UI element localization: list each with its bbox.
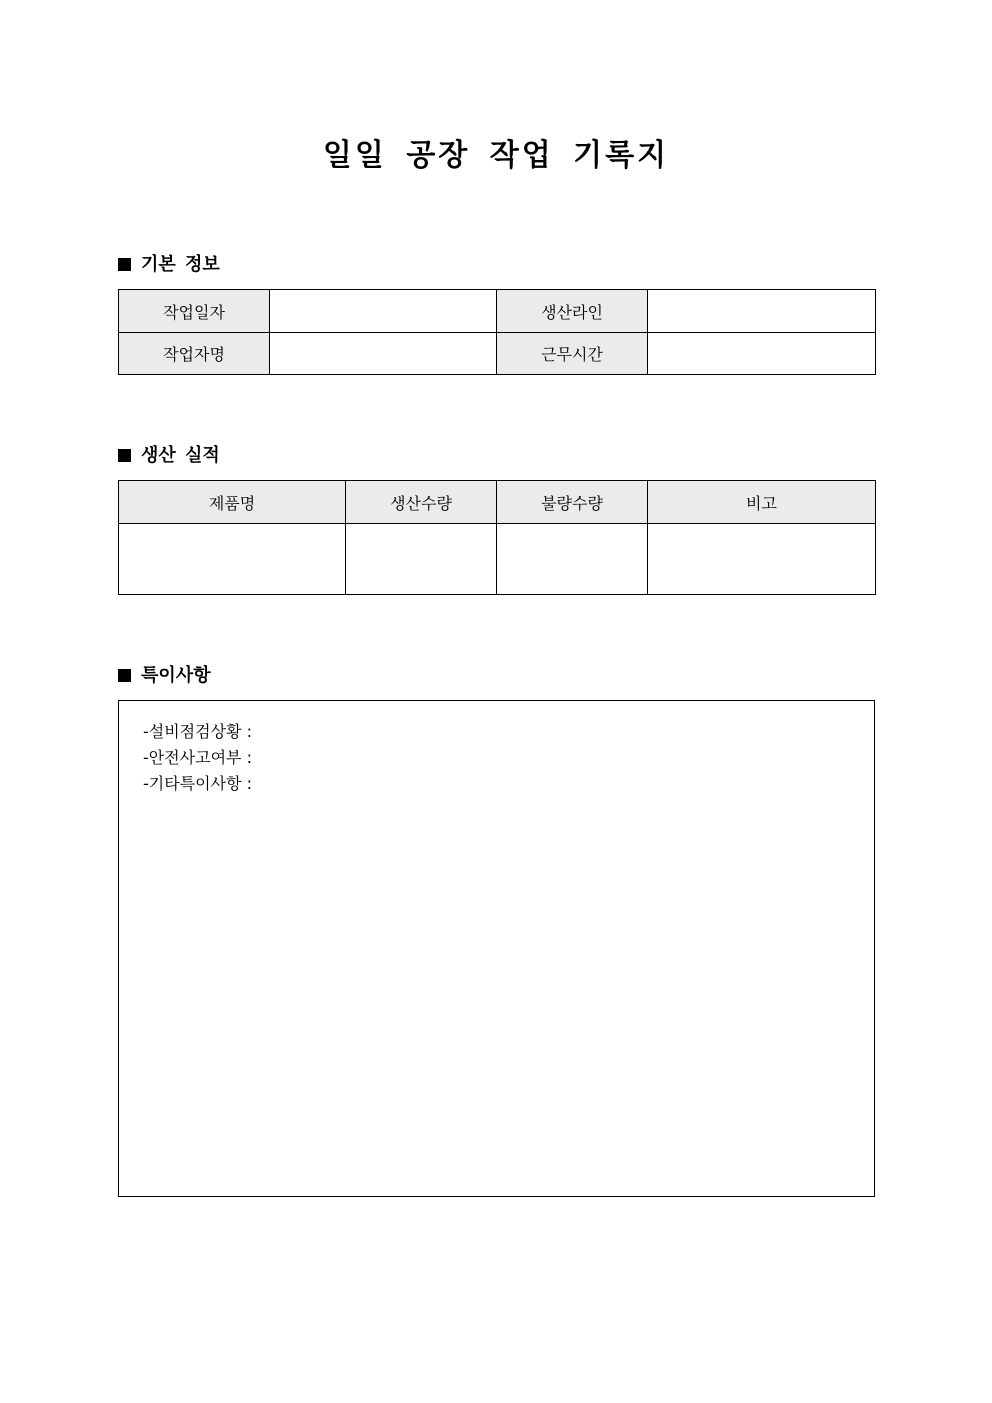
production-line-field[interactable] bbox=[648, 290, 876, 333]
section-heading-label: 생산 실적 bbox=[141, 445, 220, 466]
table-row bbox=[119, 290, 876, 333]
note-equipment-inspection: -설비점검상황 : bbox=[143, 722, 252, 741]
work-hours-label: 근무시간 bbox=[497, 333, 648, 375]
work-date-label: 작업일자 bbox=[119, 290, 270, 333]
production-table bbox=[118, 480, 876, 595]
column-header-defect-qty: 불량수량 bbox=[497, 481, 648, 524]
square-bullet-icon bbox=[118, 258, 131, 271]
production-line-label: 생산라인 bbox=[497, 290, 648, 333]
section-heading-label: 기본 정보 bbox=[141, 254, 220, 275]
square-bullet-icon bbox=[118, 449, 131, 462]
worker-name-field[interactable] bbox=[270, 333, 497, 375]
page-title: 일일 공장 작업 기록지 bbox=[322, 138, 670, 173]
section-heading-basic-info bbox=[118, 253, 220, 277]
column-header-remarks: 비고 bbox=[648, 481, 876, 524]
section-heading-notes bbox=[118, 664, 211, 688]
work-date-field[interactable] bbox=[270, 290, 497, 333]
section-heading-label: 특이사항 bbox=[141, 665, 211, 686]
work-hours-field[interactable] bbox=[648, 333, 876, 375]
table-row bbox=[119, 333, 876, 375]
note-other-remarks: -기타특이사항 : bbox=[143, 774, 252, 793]
notes-box[interactable] bbox=[118, 700, 875, 1197]
output-qty-cell[interactable] bbox=[346, 524, 497, 595]
product-name-cell[interactable] bbox=[119, 524, 346, 595]
note-safety-incident: -안전사고여부 : bbox=[143, 748, 252, 767]
basic-info-table bbox=[118, 289, 876, 375]
column-header-product-name: 제품명 bbox=[119, 481, 346, 524]
remarks-cell[interactable] bbox=[648, 524, 876, 595]
square-bullet-icon bbox=[118, 669, 131, 682]
column-header-output-qty: 생산수량 bbox=[346, 481, 497, 524]
table-header-row bbox=[119, 481, 876, 524]
worker-name-label: 작업자명 bbox=[119, 333, 270, 375]
defect-qty-cell[interactable] bbox=[497, 524, 648, 595]
section-heading-production bbox=[118, 444, 220, 468]
table-row bbox=[119, 524, 876, 595]
